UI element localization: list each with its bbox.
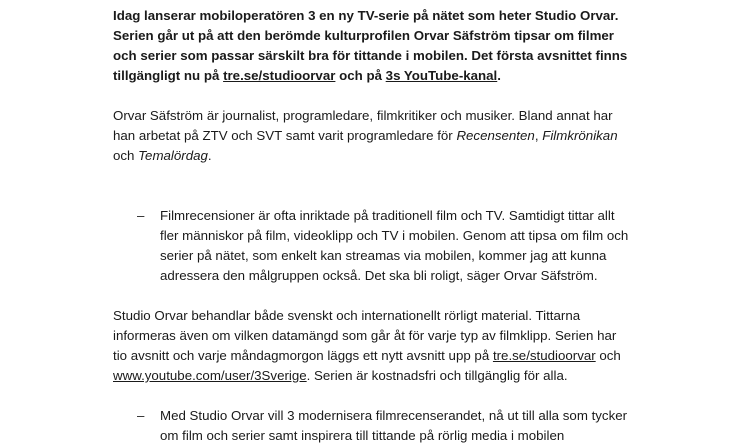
tre-studioorvar-link[interactable]: tre.se/studioorvar <box>223 68 336 83</box>
bio-and: och <box>113 148 135 163</box>
series-end: . Serien är kostnadsfri och tillgänglig för alla. <box>306 368 568 383</box>
show-recensenten: Recensenten <box>456 128 535 143</box>
spacer <box>113 186 633 206</box>
series-and: och <box>599 348 621 363</box>
spacer <box>113 86 633 106</box>
quote-paragraph-2 <box>113 406 633 446</box>
lead-paragraph <box>113 6 633 86</box>
spacer <box>113 166 633 186</box>
youtube-3sverige-link[interactable]: www.youtube.com/user/3Sverige <box>113 368 307 383</box>
series-text: Studio Orvar behandlar både svenskt och internationellt rörligt material. Tittarna informeras även om vilken datamängd som går åt för varje typ av filmklipp. Serien har tio avsnitt och varje måndagmorgon läggs ett nytt avsnitt upp på <box>113 308 617 363</box>
series-paragraph <box>113 306 633 386</box>
youtube-channel-link[interactable]: 3s YouTube-kanal <box>385 68 498 83</box>
lead-mid-text: och på <box>339 68 382 83</box>
spacer <box>113 386 633 406</box>
quote-2-text: Med Studio Orvar vill 3 modernisera filmrecenserandet, nå ut till alla som tycker om film och serier samt inspirera till tittande på rörlig media i mobilen <box>160 408 628 443</box>
dash-bullet: – <box>137 208 145 223</box>
document-page <box>113 6 633 446</box>
show-filmkronikan: Filmkrönikan <box>542 128 618 143</box>
dash-bullet: – <box>137 408 145 423</box>
bio-end: . <box>207 148 212 163</box>
quote-1-text: Filmrecensioner är ofta inriktade på traditionell film och TV. Samtidigt tittar allt fler människor på film, videoklipp och TV i mobilen. Genom att tipsa om film och serier på nätet, som enkelt kan streamas via mobilen, kommer jag att kunna adressera den målgruppen också. Det ska bli roligt, säger Orvar Säfström. <box>160 208 629 283</box>
lead-end: . <box>497 68 501 83</box>
tre-studioorvar-link-2[interactable]: tre.se/studioorvar <box>492 348 596 363</box>
lead-text: Idag lanserar mobiloperatören 3 en ny TV-serie på nätet som heter Studio Orvar. Serien går ut på att den berömde kulturprofilen Orvar Säfström tipsar om filmer och serier som passar särskilt bra för tittande i mobilen. Det första avsnittet finns tillgängligt nu på <box>113 8 628 83</box>
spacer <box>113 286 633 306</box>
bio-sep: , <box>534 128 539 143</box>
show-temalordag: Temalördag <box>138 148 208 163</box>
bio-paragraph <box>113 106 633 166</box>
quote-paragraph-1 <box>113 206 633 286</box>
bio-text: Orvar Säfström är journalist, programledare, filmkritiker och musiker. Bland annat har han arbetat på ZTV och SVT samt varit programledare för <box>113 108 613 143</box>
